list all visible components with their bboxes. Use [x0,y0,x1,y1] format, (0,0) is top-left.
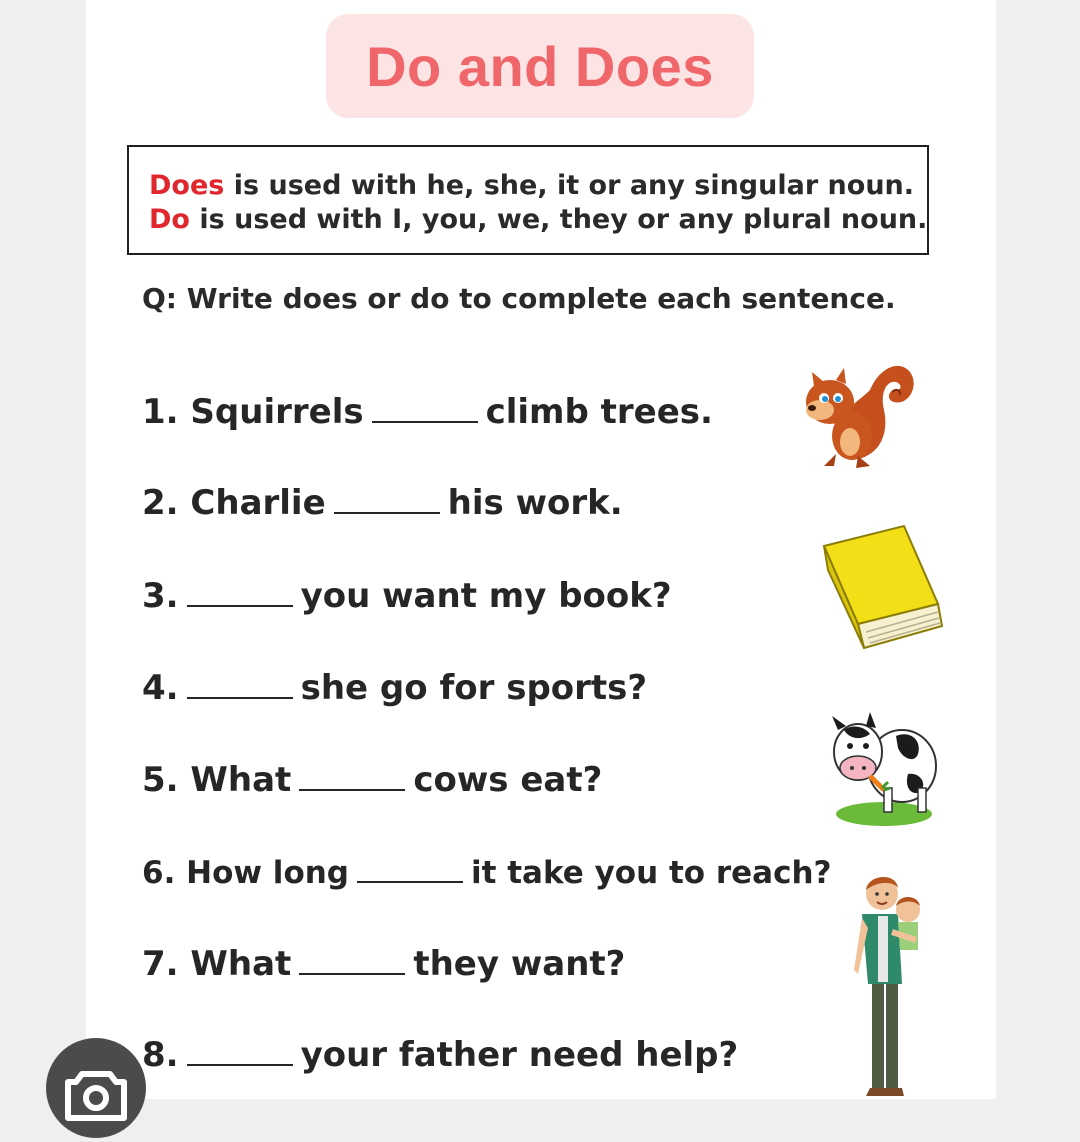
rule-do [149,203,927,237]
book-illustration [818,522,944,654]
answer-blank[interactable] [334,484,440,514]
answer-blank[interactable] [187,577,293,607]
rule-keyword: Do [149,204,190,235]
sentence-start: 4. [142,668,179,708]
answer-blank[interactable] [187,669,293,699]
father-and-child-illustration [846,870,926,1099]
rule-keyword: Does [149,170,225,201]
rule-does [149,169,927,203]
sentence-end: his work. [447,483,623,523]
sentence-item [142,944,625,984]
rule-text: is used with I, you, we, they or any plural noun. [189,204,928,235]
sentence-start: 5. What [142,760,292,800]
sentence-item [142,1035,738,1075]
title-banner [326,14,754,118]
sentence-start: 6. How long [142,855,349,891]
sentence-end: your father need help? [300,1035,739,1075]
answer-blank[interactable] [299,761,405,791]
sentence-item [142,392,713,432]
visual-search-button[interactable] [46,1038,146,1138]
page-title: Do and Does [366,34,714,98]
sentence-item [142,576,672,616]
grammar-rule-box [127,145,929,255]
sentence-end: climb trees. [485,392,713,432]
sentence-start: 3. [142,576,179,616]
sentence-item [142,853,832,893]
sentence-end: you want my book? [300,576,672,616]
answer-blank[interactable] [372,393,478,423]
squirrel-illustration [800,350,920,472]
sentence-start: 8. [142,1035,179,1075]
sentence-start: 2. Charlie [142,483,326,523]
rule-text: is used with he, she, it or any singular noun. [224,170,915,201]
sentence-start: 7. What [142,944,292,984]
camera-icon [46,1038,146,1138]
sentence-end: they want? [413,944,626,984]
cow-illustration [826,696,944,830]
sentence-start: 1. Squirrels [142,392,364,432]
answer-blank[interactable] [187,1036,293,1066]
sentence-item [142,483,623,523]
sentence-end: cows eat? [413,760,603,800]
answer-blank[interactable] [357,853,463,883]
sentence-item [142,668,647,708]
question-prompt: Q: Write does or do to complete each sentence. [142,282,896,315]
sentence-item [142,760,602,800]
answer-blank[interactable] [299,945,405,975]
sentence-end: she go for sports? [300,668,648,708]
sentence-end: it take you to reach? [471,855,832,891]
